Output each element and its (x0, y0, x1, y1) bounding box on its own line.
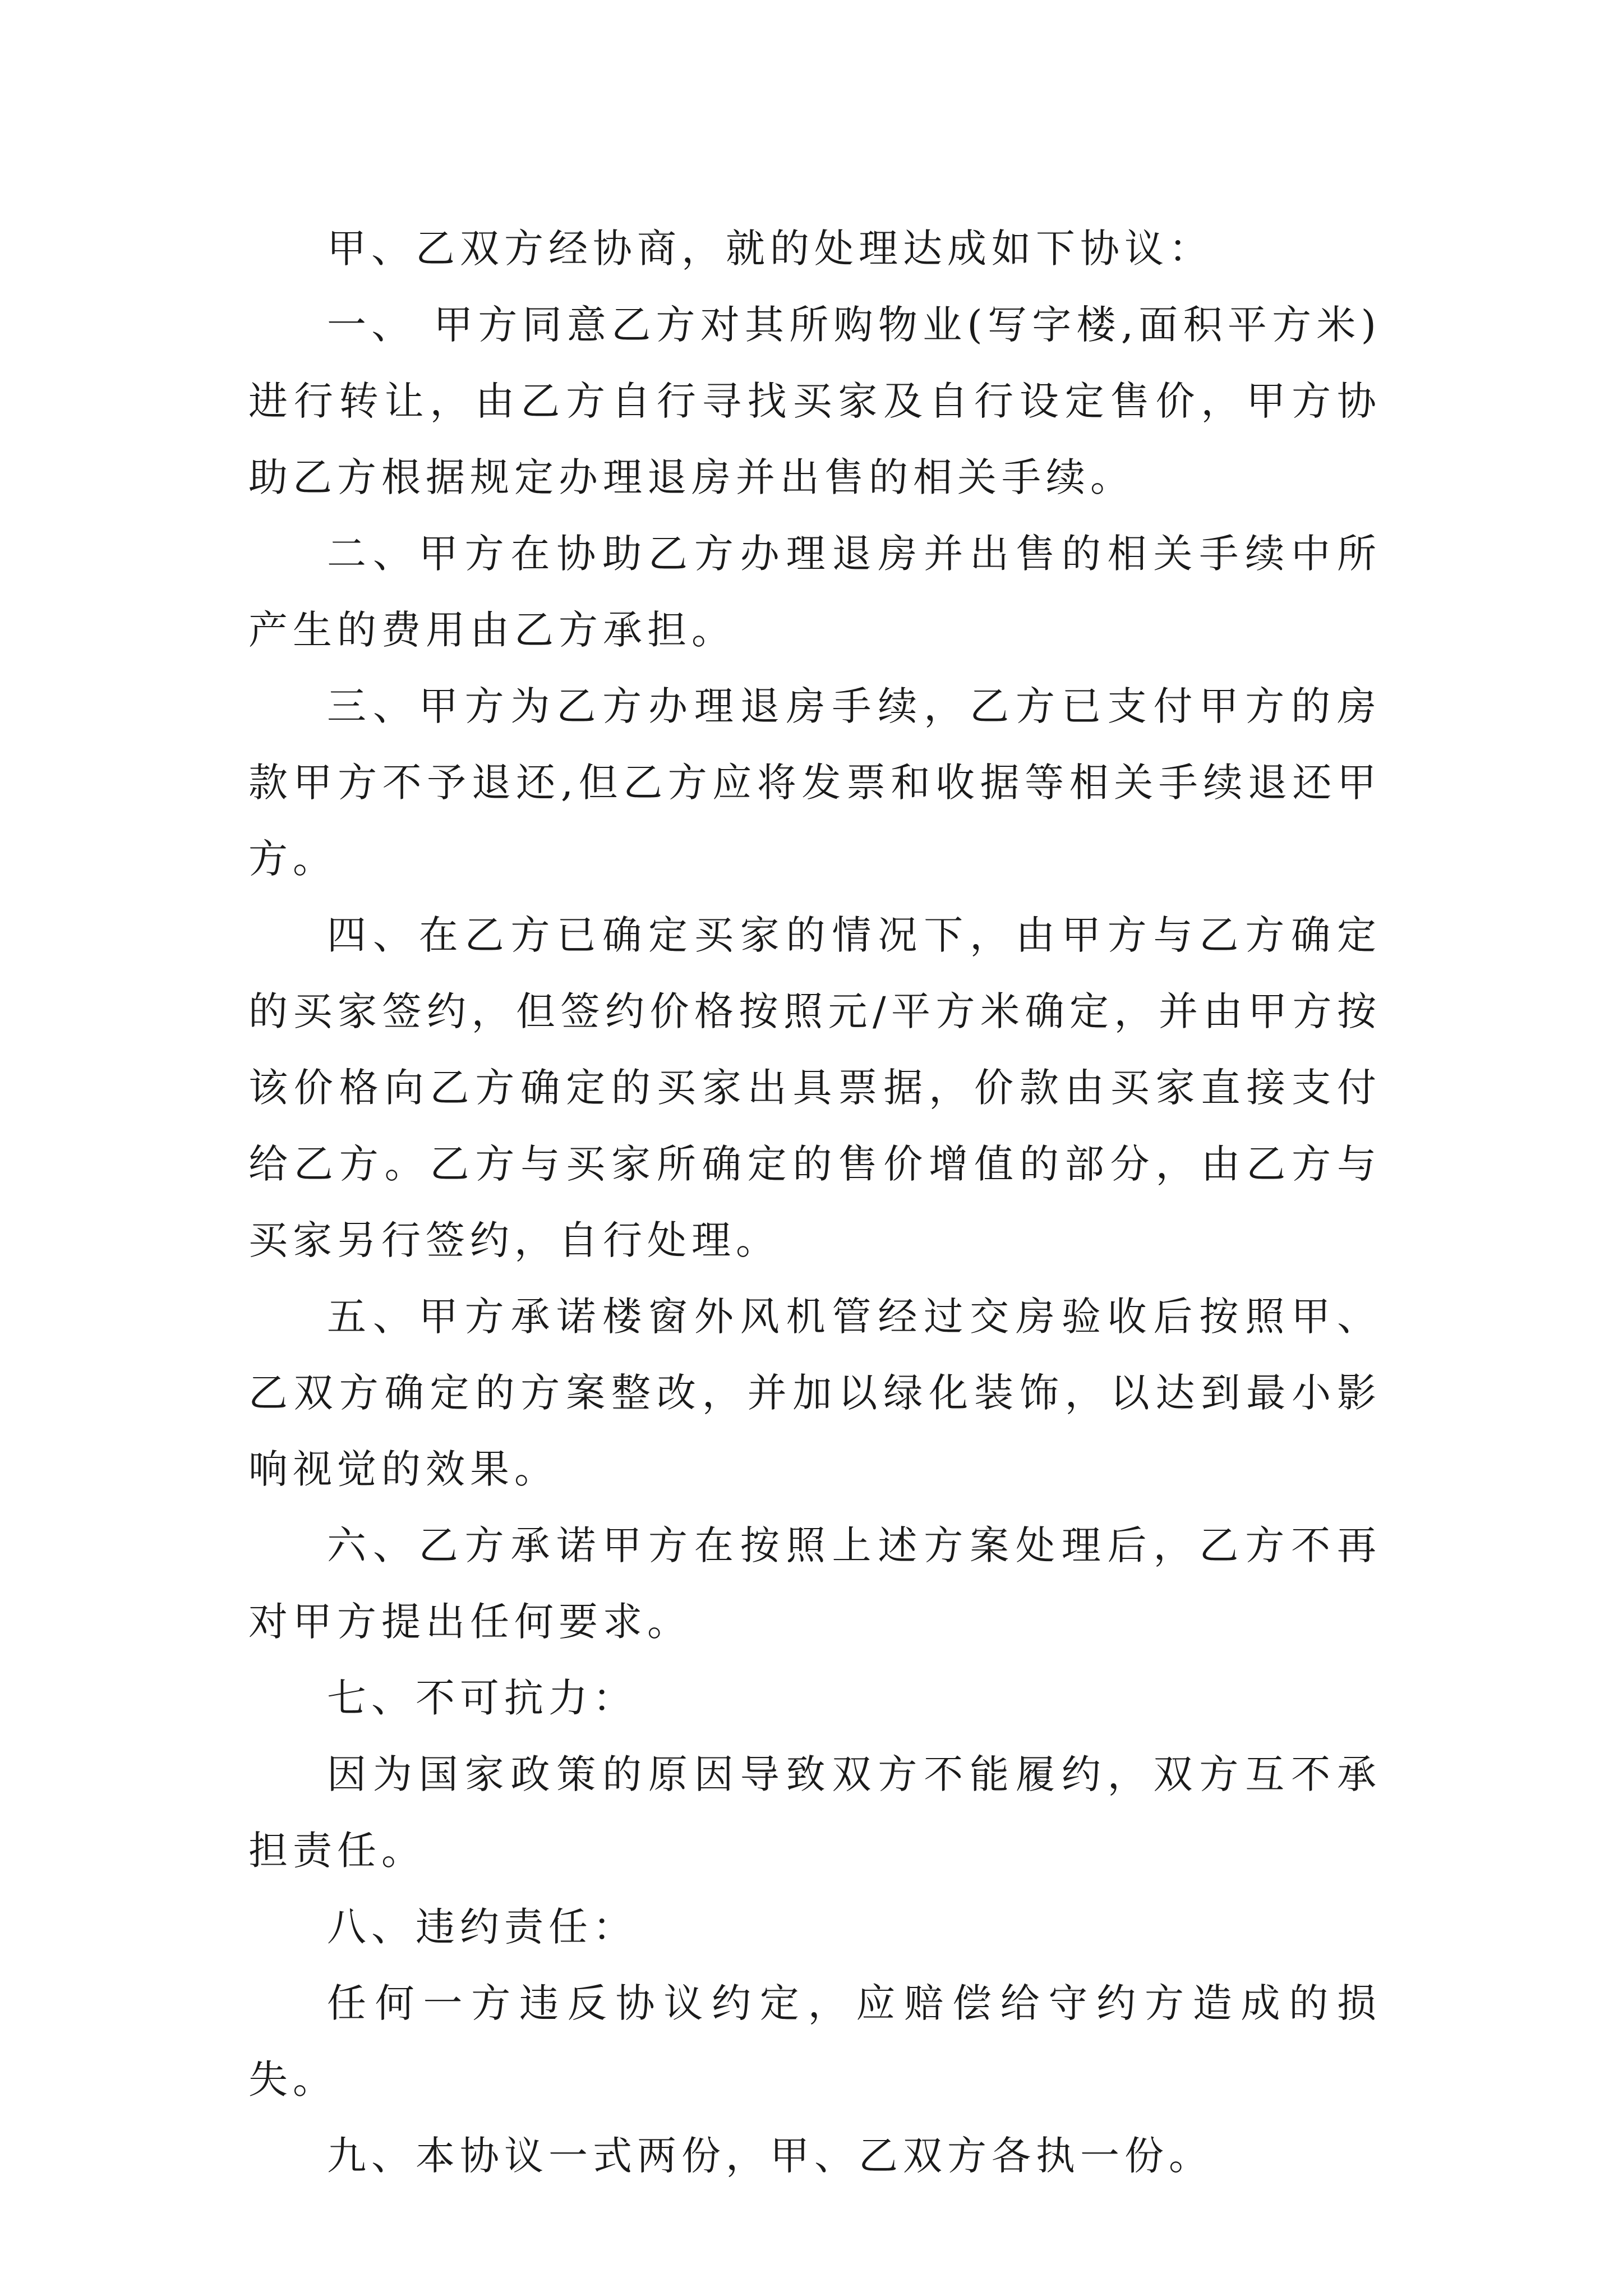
clause-9: 九、本协议一式两份，甲、乙双方各执一份。 (327, 2133, 1213, 2179)
clause-7-body: 因为国家政策的原因导致双方不能履约，双方互不承担责任。 (248, 1751, 1381, 1874)
clause-8-body: 任何一方违反协议约定，应赔偿给守约方造成的损失。 (248, 1980, 1381, 2102)
agreement-body (248, 210, 1381, 2194)
clause-4: 四、在乙方已确定买家的情况下，由甲方与乙方确定的买家签约，但签约价格按照元/平方米确定，并由甲方按该价格向乙方确定的买家出具票据，价款由买家直接支付给乙方。乙方与买家所确定的售价增值的部分，由乙方与买家另行签约，自行处理。 (248, 912, 1381, 1263)
clause-2: 二、甲方在协助乙方办理退房并出售的相关手续中所产生的费用由乙方承担。 (248, 531, 1381, 653)
clause-3: 三、甲方为乙方办理退房手续，乙方已支付甲方的房款甲方不予退还,但乙方应将发票和收据等相关手续退还甲方。 (248, 683, 1381, 882)
agreement-intro: 甲、乙双方经协商，就的处理达成如下协议： (327, 226, 1213, 272)
clause-8-heading: 八、违约责任： (327, 1904, 637, 1950)
clause-5: 五、甲方承诺楼窗外风机管经过交房验收后按照甲、乙双方确定的方案整改，并加以绿化装饰，以达到最小影响视觉的效果。 (248, 1294, 1381, 1492)
clause-6: 六、乙方承诺甲方在按照上述方案处理后，乙方不再对甲方提出任何要求。 (248, 1522, 1381, 1645)
clause-1: 一、 甲方同意乙方对其所购物业(写字楼,面积平方米)进行转让，由乙方自行寻找买家及自行设定售价，甲方协助乙方根据规定办理退房并出售的相关手续。 (248, 302, 1381, 500)
clause-7-heading: 七、不可抗力： (327, 1675, 637, 1721)
